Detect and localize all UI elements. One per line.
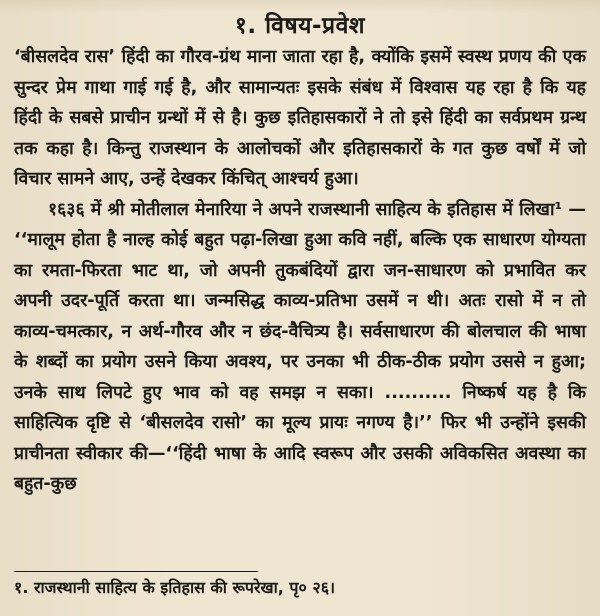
chapter-heading: १. विषय-प्रवेश bbox=[234, 13, 366, 39]
paragraph-2: १६३६ में श्री मोतीलाल मेनारिया ने अपने राजस्थानी साहित्य के इतिहास में लिखा¹ — ‘‘मालूम होता है नाल्ह कोई बहुत पढ़ा-लिखा हुआ कवि नहीं, बल्कि एक साधारण योग्यता का रमता-फिरता भाट था, जो अपनी तुकबंदियों द्वारा जन-साधारण को प्रभावित कर अपनी उदर-पूर्ति करता था। जन्मसिद्ध काव्य-प्रतिभा उसमें न थी। अतः रासो में न तो काव्य-चमत्कार, न अर्थ-गौरव और न छंद-वैचित्र्य है। सर्वसाधारण की बोलचाल की भाषा के शब्दों का प्रयोग उसने किया अवश्य, पर उनका भी ठीक-ठीक प्रयोग उससे न हुआ; उनके साथ लिपटे हुए भाव को वह समझ न सका। .......... निष्कर्ष यह है कि साहित्यिक दृष्टि से ‘बीसलदेव रासो’ का मूल्य प्रायः नगण्य है।’’ फिर भी उन्होंने इसकी प्राचीनता स्वीकार की—‘‘हिंदी भाषा के आदि स्वरूप और उसकी अविकसित अवस्था का बहुत-कुछ bbox=[14, 199, 586, 494]
footnote-separator bbox=[14, 571, 258, 572]
footnote: १. राजस्थानी साहित्य के इतिहास की रूपरेखा, पृ० २६। bbox=[14, 578, 336, 597]
paragraph-1: ‘बीसलदेव रास’ हिंदी का गौरव-ग्रंथ माना जाता रहा है, क्योंकि इसमें स्वस्थ प्रणय की एक सुन्दर प्रेम गाथा गाई गई है, और सामान्यतः इसके संबंध में विश्वास यह रहा है कि यह हिंदी के सबसे प्राचीन ग्रन्थों में से है। कुछ इतिहासकारों ने तो इसे हिंदी का सर्वप्रथम ग्रन्थ तक कहा है। किन्तु राजस्थान के आलोचकों और इतिहासकारों के गत कुछ वर्षों में जो विचार सामने आए, उन्हें देखकर किंचित् आश्चर्य हुआ। bbox=[14, 47, 586, 189]
body-text bbox=[14, 42, 586, 500]
